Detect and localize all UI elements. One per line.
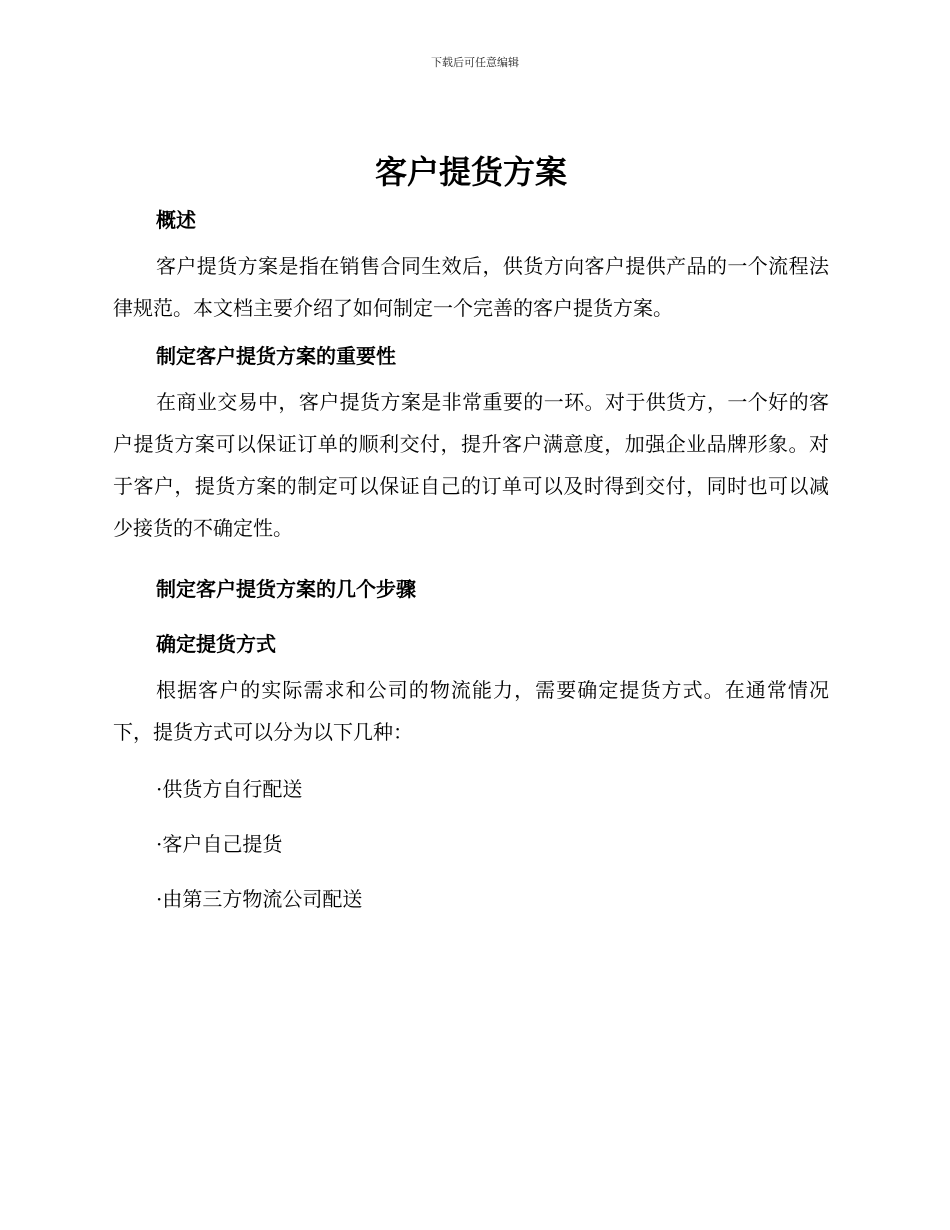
- paragraph-overview: 客户提货方案是指在销售合同生效后，供货方向客户提供产品的一个流程法律规范。本文档主要介绍了如何制定一个完善的客户提货方案。: [113, 254, 829, 320]
- list-item: ·客户自己提货: [156, 832, 283, 856]
- section-heading-method: 确定提货方式: [156, 632, 276, 656]
- list-item: ·供货方自行配送: [156, 777, 303, 801]
- section-heading-steps: 制定客户提货方案的几个步骤: [156, 577, 416, 601]
- document-title: 客户提货方案: [374, 153, 567, 191]
- method-options-list: [113, 775, 829, 913]
- list-item: ·由第三方物流公司配送: [156, 887, 363, 911]
- section-heading-importance: 制定客户提货方案的重要性: [156, 344, 396, 368]
- page-header-note: 下载后可任意编辑: [431, 56, 519, 69]
- paragraph-importance: 在商业交易中，客户提货方案是非常重要的一环。对于供货方，一个好的客户提货方案可以保证订单的顺利交付，提升客户满意度，加强企业品牌形象。对于客户，提货方案的制定可以保证自己的订单可以及时得到交付，同时也可以减少接货的不确定性。: [113, 390, 829, 540]
- document-body: [113, 150, 829, 913]
- section-heading-overview: 概述: [156, 208, 196, 232]
- paragraph-method: 根据客户的实际需求和公司的物流能力，需要确定提货方式。在通常情况下，提货方式可以分为以下几种：: [113, 678, 829, 744]
